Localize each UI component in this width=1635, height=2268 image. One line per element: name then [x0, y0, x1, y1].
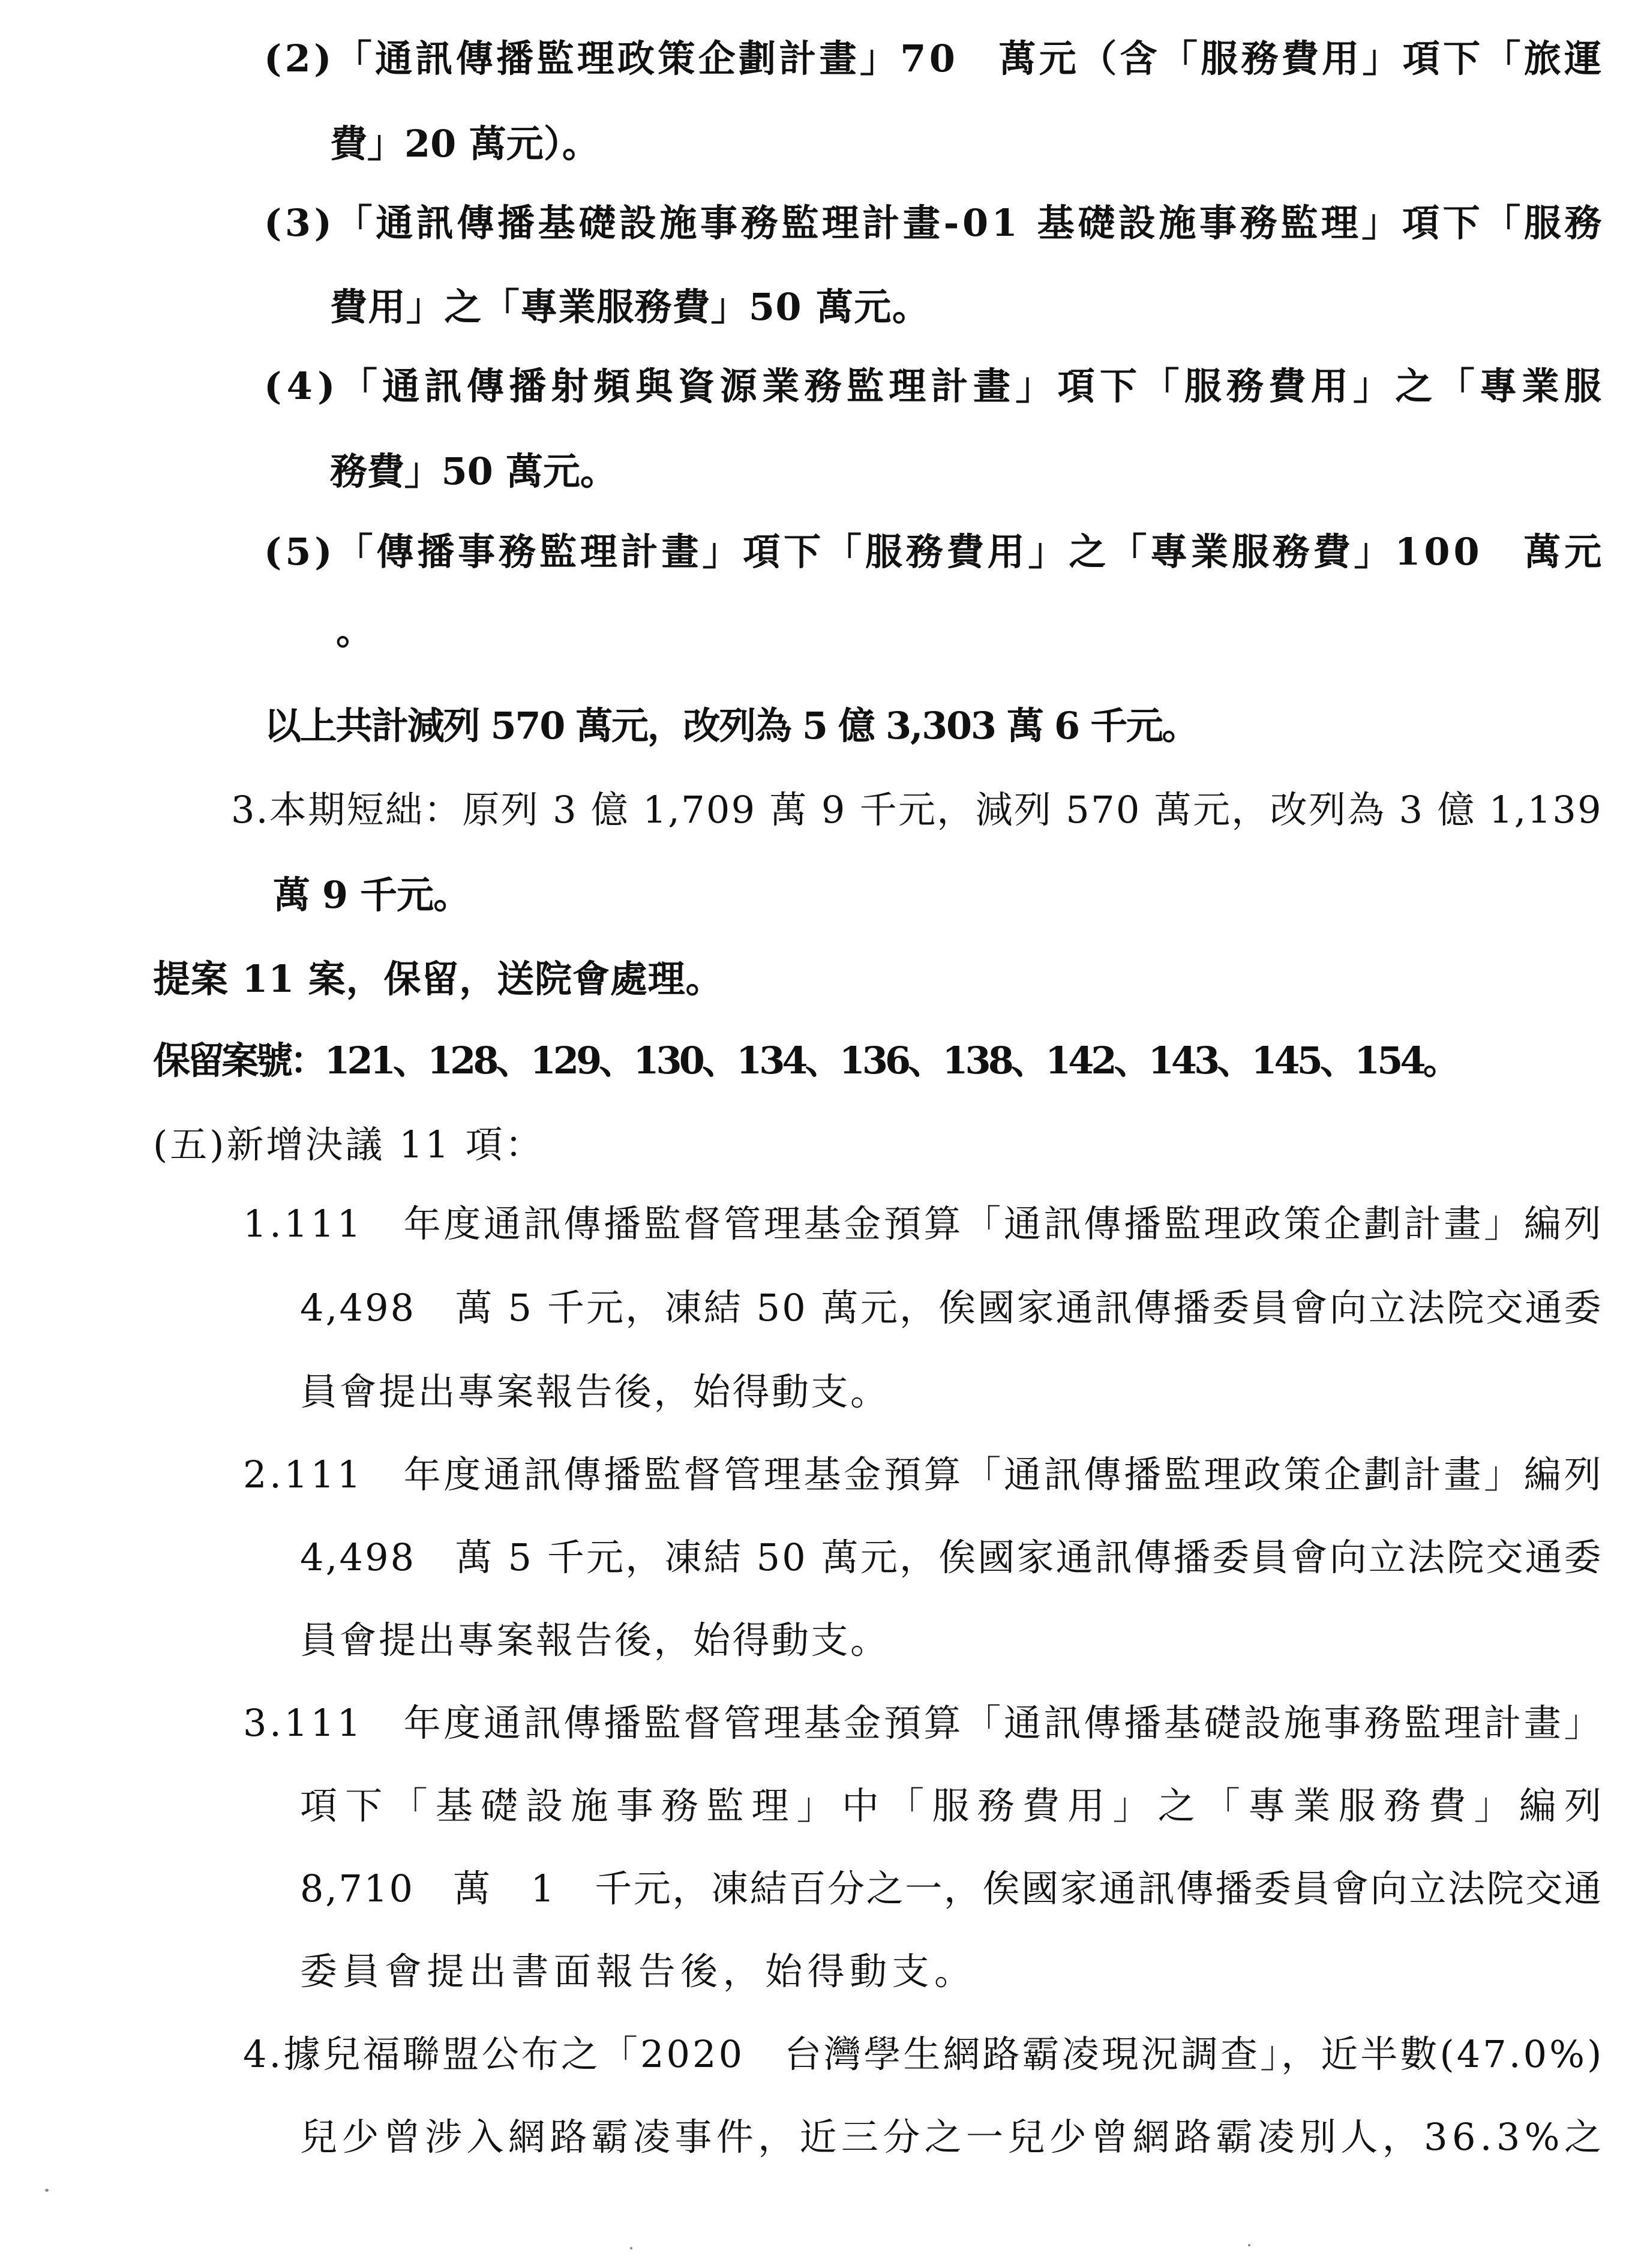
item-2-line-1: (2)「通訊傳播監理政策企劃計畫」70 萬元（含「服務費用」項下「旅運 [264, 37, 1605, 80]
resolution-3-line-4: 委員會提出書面報告後，始得動支。 [300, 1949, 977, 1993]
item-2-line-2: 費」20 萬元）。 [330, 122, 599, 166]
item-5-line-2: 。 [336, 609, 374, 653]
resolution-3-line-2: 項下「基礎設施事務監理」中「服務費用」之「專業服務費」編列 [300, 1784, 1610, 1828]
resolution-2-line-2: 4,498 萬 5 千元，凍結 50 萬元，俟國家通訊傳播委員會向立法院交通委 [300, 1535, 1603, 1579]
proposals-heading: 提案 11 案，保留，送院會處理。 [153, 957, 724, 1001]
resolution-4-line-2: 兒少曾涉入網路霸凌事件，近三分之一兒少曾網路霸凌別人，36.3%之 [300, 2115, 1606, 2159]
current-deficit-line-2: 萬 9 千元。 [273, 873, 470, 917]
resolution-2-line-3: 員會提出專案報告後，始得動支。 [300, 1618, 890, 1662]
resolution-1-line-2: 4,498 萬 5 千元，凍結 50 萬元，俟國家通訊傳播委員會向立法院交通委 [300, 1286, 1603, 1330]
item-4-line-2: 務費」50 萬元。 [330, 449, 617, 493]
item-3-line-1: (3)「通訊傳播基礎設施事務監理計畫-01 基礎設施事務監理」項下「服務 [264, 201, 1606, 245]
resolution-2-line-1: 2.111 年度通訊傳播監督管理基金預算「通訊傳播監理政策企劃計畫」編列 [243, 1453, 1604, 1496]
resolution-3-line-1: 3.111 年度通訊傳播監督管理基金預算「通訊傳播基礎設施事務監理計畫」 [243, 1701, 1604, 1745]
reserved-case-numbers: 保留案號：121、128、129、130、134、136、138、142、143、145、154。 [153, 1039, 1457, 1082]
item-3-line-2: 費用」之「專業服務費」50 萬元。 [330, 285, 931, 329]
item-4-line-1: (4)「通訊傳播射頻與資源業務監理計畫」項下「服務費用」之「專業服 [264, 364, 1607, 408]
resolution-3-line-3: 8,710 萬 1 千元，凍結百分之一，俟國家通訊傳播委員會向立法院交通 [300, 1867, 1603, 1910]
resolution-1-line-1: 1.111 年度通訊傳播監督管理基金預算「通訊傳播監理政策企劃計畫」編列 [243, 1202, 1604, 1246]
scan-speck [45, 2189, 49, 2192]
scan-speck [630, 2247, 632, 2249]
item-5-line-1: (5)「傳播事務監理計畫」項下「服務費用」之「專業服務費」100 萬元 [264, 530, 1606, 574]
resolution-1-line-3: 員會提出專案報告後，始得動支。 [300, 1370, 890, 1414]
current-deficit-line-1: 3.本期短絀：原列 3 億 1,709 萬 9 千元，減列 570 萬元，改列為 3 億 1,139 [231, 788, 1603, 832]
resolution-4-line-1: 4.據兒福聯盟公布之「2020 台灣學生網路霸凌現況調查」，近半數(47.0%) [243, 2032, 1604, 2076]
section-5-heading: (五)新增決議 11 項： [153, 1123, 545, 1166]
scan-speck [1248, 2244, 1250, 2246]
reduction-total: 以上共計減列 570 萬元，改列為 5 億 3,303 萬 6 千元。 [264, 704, 1198, 748]
